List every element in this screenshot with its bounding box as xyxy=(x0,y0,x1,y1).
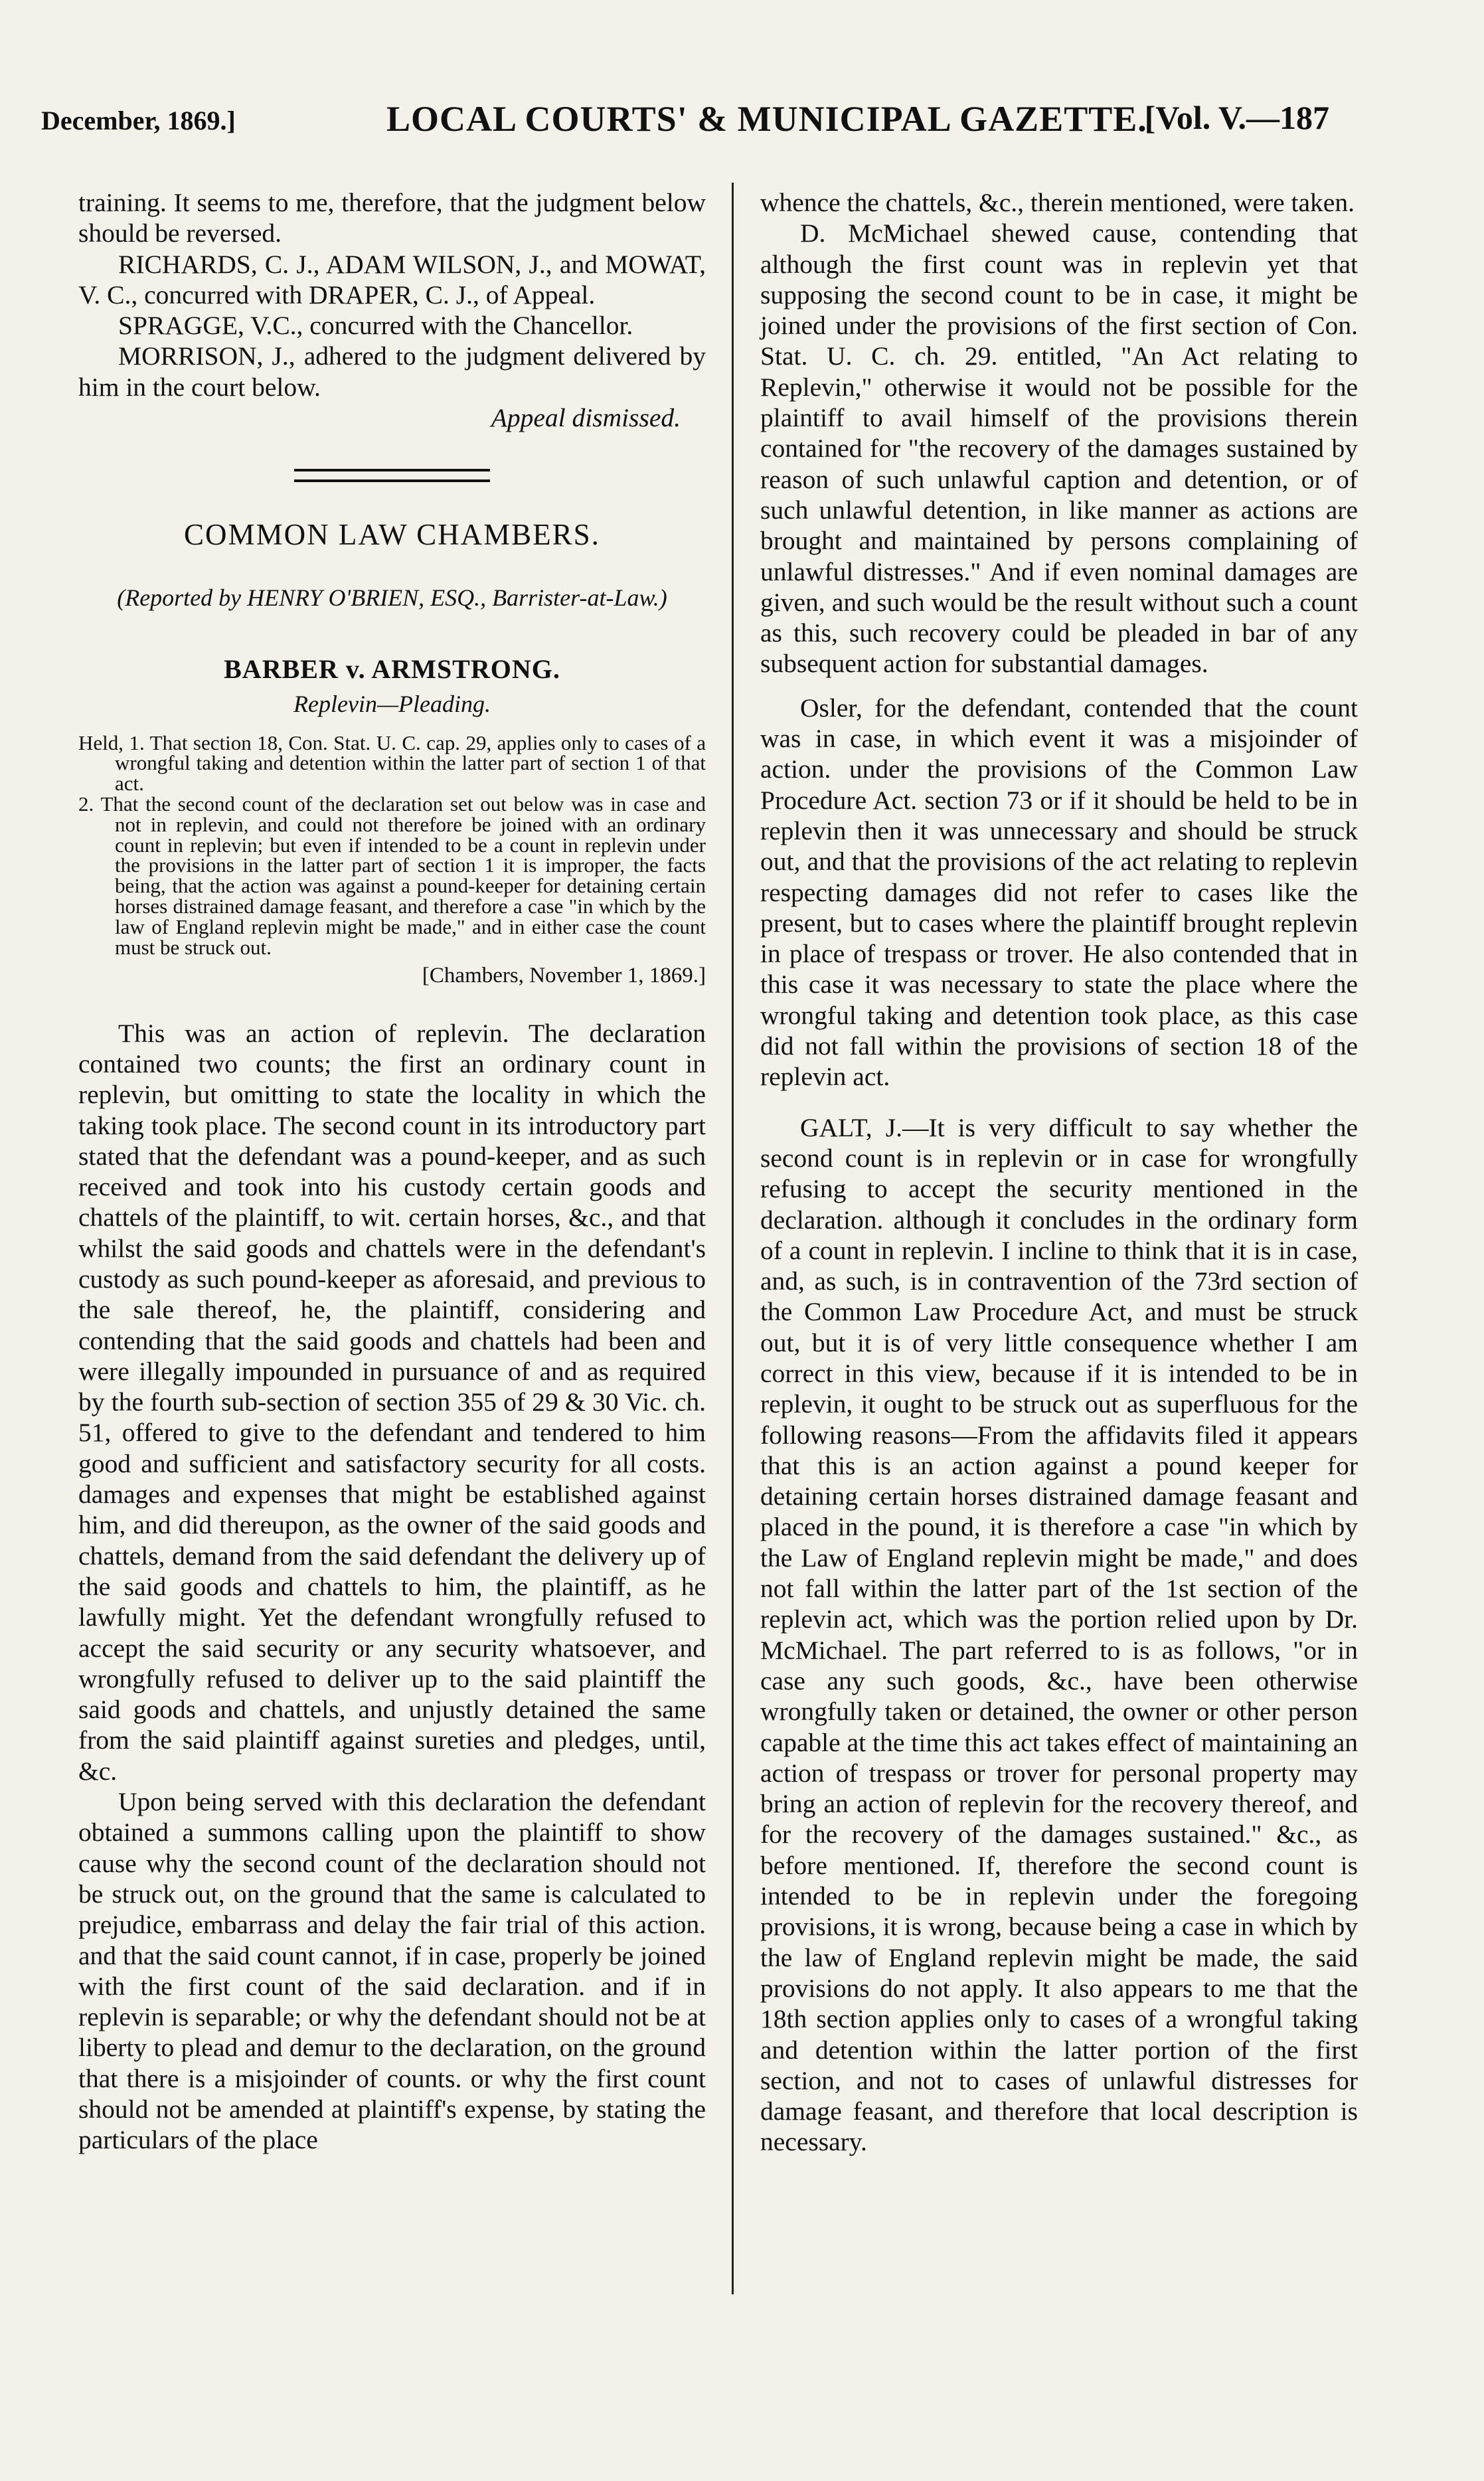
left-column xyxy=(78,187,706,2156)
intro-paragraph: MORRISON, J., adhered to the judgment delivered by him in the court below. xyxy=(78,341,706,402)
header-volume: [Vol. V.—187 xyxy=(1144,99,1329,136)
body-paragraph: whence the chattels, &c., therein mentioned, were taken. xyxy=(760,188,1355,217)
headnote-item: 2. That the second count of the declaration set out below was in case and not in replevin, and could not therefore be joined with an ordinary count in replevin; but even if intended to be a count in replevin under the provisions in the latter part of section 1 it is improper, the facts being, that the action was against a pound-keeper for detaining certain horses distrained damage feasant, and therefore a case "in which by the law of England replevin might be made," and in either case the count must be struck out. xyxy=(78,792,706,959)
page-header xyxy=(41,85,1329,138)
intro-paragraph: training. It seems to me, therefore, that the judgment below should be reversed. xyxy=(78,188,706,248)
reporter-line: (Reported by HENRY O'BRIEN, ESQ., Barrister-at-Law.) xyxy=(117,584,667,611)
decision-date: [Chambers, November 1, 1869.] xyxy=(422,964,706,988)
column-divider xyxy=(732,183,734,2294)
body-paragraph: This was an action of replevin. The declaration contained two counts; the first an ordinary count in replevin, but omitting to state the locality in which the taking took place. The second count in its introductory part stated that the defendant was a pound-keeper, and as such received and took into his custody certain goods and chattels of the plaintiff, to wit. certain horses, &c., and that whilst the said goods and chattels were in the defendant's custody as such pound-keeper as aforesaid, and previous to the sale thereof, he, the plaintiff, considering and contending that the said goods and chattels had been and were illegally impounded in pursuance of and as required by the fourth sub-section of section 355 of 29 & 30 Vic. ch. 51, offered to give to the defendant and tendered to him good and sufficient and satisfactory security for all costs. damages and expenses that might be established against him, and did thereupon, as the owner of the said goods and chattels, demand from the said defendant the delivery up of the said goods and chattels to him, the plaintiff, as he lawfully might. Yet the defendant wrongfully refused to accept the said security or any security whatsoever, and wrongfully refused to deliver up to the said plaintiff the said goods and chattels, and unjustly detained the same from the said plaintiff against sureties and pledges, until, &c. xyxy=(78,1018,706,1786)
case-title: BARBER v. ARMSTRONG. xyxy=(224,653,560,684)
intro-paragraph: RICHARDS, C. J., ADAM WILSON, J., and MOWAT, V. C., concurred with DRAPER, C. J., of Appeal. xyxy=(78,249,706,309)
body-paragraph: D. McMichael shewed cause, contending that although the first count was in replevin yet that supposing the second count to be in case, it might be joined under the provisions of the first section of Con. Stat. U. C. ch. 29. entitled, "An Act relating to Replevin," otherwise it would not be possible for the plaintiff to avail himself of the provisions therein contained for "the recovery of the damages sustained by reason of such unlawful caption and detention, or of such unlawful detention, in like manner as actions are brought and maintained by persons complaining of unlawful distresses." And if even nominal damages are given, and such would be the result without such a count as this, such recovery could be pleaded in bar of any subsequent action for substantial damages. xyxy=(760,218,1358,679)
headnote xyxy=(78,730,706,959)
right-column xyxy=(760,187,1358,2158)
body-paragraph: GALT, J.—It is very difficult to say whether the second count is in replevin or in case for wrongfully refusing to accept the security mentioned in the declaration. although it concludes in the ordinary form of a count in replevin. I incline to think that it is in case, and, as such, is in contravention of the 73rd section of the Common Law Procedure Act, and must be struck out, but it is of very little consequence whether I am correct in this view, because if it is intended to be in replevin, it ought to be struck out as superfluous for the following reasons—From the affidavits filed it appears that this is an action against a pound keeper for detaining certain horses distrained damage feasant and placed in the pound, it is therefore a case "in which by the Law of England replevin might be made," and does not fall within the latter part of the 1st section of the replevin act, which was the portion relied upon by Dr. McMichael. The part referred to is as follows, "or in case any such goods, &c., have been otherwise wrongfully taken or detained, the owner or other person capable at the time this act takes effect of maintaining an action of trespass or trover for personal property may bring an action of replevin for the recovery thereof, and for the recovery of the damages sustained." &c., as before mentioned. If, therefore the second count is intended to be in replevin under the foregoing provisions, it is wrong, because being a case in which by the law of England replevin might be made, the said provisions do not apply. It also appears to me that the 18th section applies only to cases of a wrongful taking and detention within the latter portion of the first section, and not to cases of unlawful distresses for damage feasant, and therefore that local description is necessary. xyxy=(760,1112,1358,2157)
header-title: LOCAL COURTS' & MUNICIPAL GAZETTE. xyxy=(386,99,1147,139)
header-date: December, 1869.] xyxy=(41,106,236,135)
section-title: COMMON LAW CHAMBERS. xyxy=(184,518,600,552)
appeal-result: Appeal dismissed. xyxy=(491,403,681,433)
section-divider xyxy=(294,469,490,482)
intro-paragraph: SPRAGGE, V.C., concurred with the Chancellor. xyxy=(118,311,633,341)
body-paragraph: Upon being served with this declaration the defendant obtained a summons calling upon the plaintiff to show cause why the second count of the declaration should not be struck out, on the ground that the same is calculated to prejudice, embarrass and delay the fair trial of this action. and that the said count cannot, if in case, properly be joined with the first count of the said declaration. and if in replevin is separable; or why the defendant should not be at liberty to plead and demur to the declaration, on the ground that there is a misjoinder of counts. or why the first count should not be amended at plaintiff's expense, by stating the particulars of the place xyxy=(78,1787,706,2155)
headnote-item: Held, 1. That section 18, Con. Stat. U. C. cap. 29, applies only to cases of a wrongful taking and detention within the latter part of section 1 of that act. xyxy=(78,730,706,796)
case-subtitle: Replevin—Pleading. xyxy=(293,691,491,718)
body-paragraph: Osler, for the defendant, contended that the count was in case, in which event it was a misjoinder of action. under the provisions of the Common Law Procedure Act. section 73 or if it should be held to be in replevin then it was unnecessary and should be struck out, and that the provisions of the act relating to replevin respecting damages did not refer to cases like the present, but to cases where the plaintiff brought replevin in place of trespass or trover. He also contended that in this case it was necessary to state the place where the wrongful taking and detention took place, as this case did not fall within the provisions of section 18 of the replevin act. xyxy=(760,693,1358,1092)
